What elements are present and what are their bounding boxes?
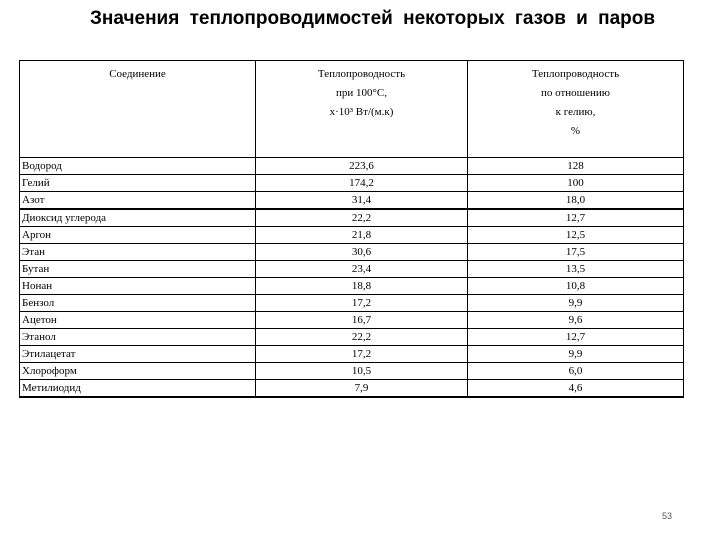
conductivity-cell: 17,2: [256, 346, 468, 363]
table-row: [20, 175, 684, 192]
relative-cell: 9,9: [468, 295, 684, 312]
conductivity-cell: 174,2: [256, 175, 468, 192]
relative-cell: 128: [468, 158, 684, 175]
conductivity-cell: 18,8: [256, 278, 468, 295]
conductivity-cell: 16,7: [256, 312, 468, 329]
compound-cell: Этилацетат: [20, 346, 256, 363]
table-row: [20, 329, 684, 346]
compound-cell: Диоксид углерода: [20, 209, 256, 227]
header-line: к гелию,: [555, 106, 596, 118]
conductivity-cell: 10,5: [256, 363, 468, 380]
table-row: [20, 261, 684, 278]
compound-cell: Водород: [20, 158, 256, 175]
relative-cell: 17,5: [468, 244, 684, 261]
header-line: %: [570, 125, 581, 137]
thermal-conductivity-table: [19, 60, 684, 398]
conductivity-cell: 31,4: [256, 192, 468, 210]
conductivity-cell: 30,6: [256, 244, 468, 261]
table-row: [20, 312, 684, 329]
conductivity-cell: 17,2: [256, 295, 468, 312]
header-line: Соединение: [109, 68, 166, 80]
relative-cell: 4,6: [468, 380, 684, 398]
table-row: [20, 380, 684, 398]
relative-cell: 9,9: [468, 346, 684, 363]
relative-cell: 12,7: [468, 329, 684, 346]
compound-cell: Этанол: [20, 329, 256, 346]
conductivity-cell: 223,6: [256, 158, 468, 175]
page-number: 53: [662, 511, 673, 521]
table-row: [20, 209, 684, 227]
compound-cell: Аргон: [20, 227, 256, 244]
compound-cell: Ацетон: [20, 312, 256, 329]
table-row: [20, 363, 684, 380]
header-line: по отношению: [540, 87, 611, 99]
slide-title: Значения теплопроводимостей некоторых газов и паров: [90, 8, 656, 29]
compound-cell: Этан: [20, 244, 256, 261]
header-line: при 100°С,: [335, 87, 387, 99]
relative-cell: 18,0: [468, 192, 684, 210]
table-row: [20, 244, 684, 261]
table-row: [20, 192, 684, 210]
table-row: [20, 346, 684, 363]
header-line: Теплопроводность: [531, 68, 620, 80]
relative-cell: 9,6: [468, 312, 684, 329]
header-relative-to-helium: [468, 61, 684, 158]
compound-cell: Гелий: [20, 175, 256, 192]
conductivity-cell: 7,9: [256, 380, 468, 398]
relative-cell: 13,5: [468, 261, 684, 278]
compound-cell: Бензол: [20, 295, 256, 312]
header-line: Теплопроводность: [317, 68, 406, 80]
compound-cell: Метилиодид: [20, 380, 256, 398]
table-header-row: [20, 61, 684, 158]
compound-cell: Азот: [20, 192, 256, 210]
conductivity-cell: 22,2: [256, 329, 468, 346]
relative-cell: 6,0: [468, 363, 684, 380]
compound-cell: Нонан: [20, 278, 256, 295]
table-row: [20, 227, 684, 244]
header-line: х·10³ Вт/(м.к): [329, 106, 394, 118]
compound-cell: Бутан: [20, 261, 256, 278]
relative-cell: 100: [468, 175, 684, 192]
relative-cell: 12,7: [468, 209, 684, 227]
compound-cell: Хлороформ: [20, 363, 256, 380]
table-row: [20, 278, 684, 295]
table-row: [20, 158, 684, 175]
conductivity-cell: 21,8: [256, 227, 468, 244]
table-row: [20, 295, 684, 312]
conductivity-cell: 22,2: [256, 209, 468, 227]
conductivity-cell: 23,4: [256, 261, 468, 278]
relative-cell: 10,8: [468, 278, 684, 295]
relative-cell: 12,5: [468, 227, 684, 244]
header-conductivity: [256, 61, 468, 158]
header-compound: [20, 61, 256, 158]
